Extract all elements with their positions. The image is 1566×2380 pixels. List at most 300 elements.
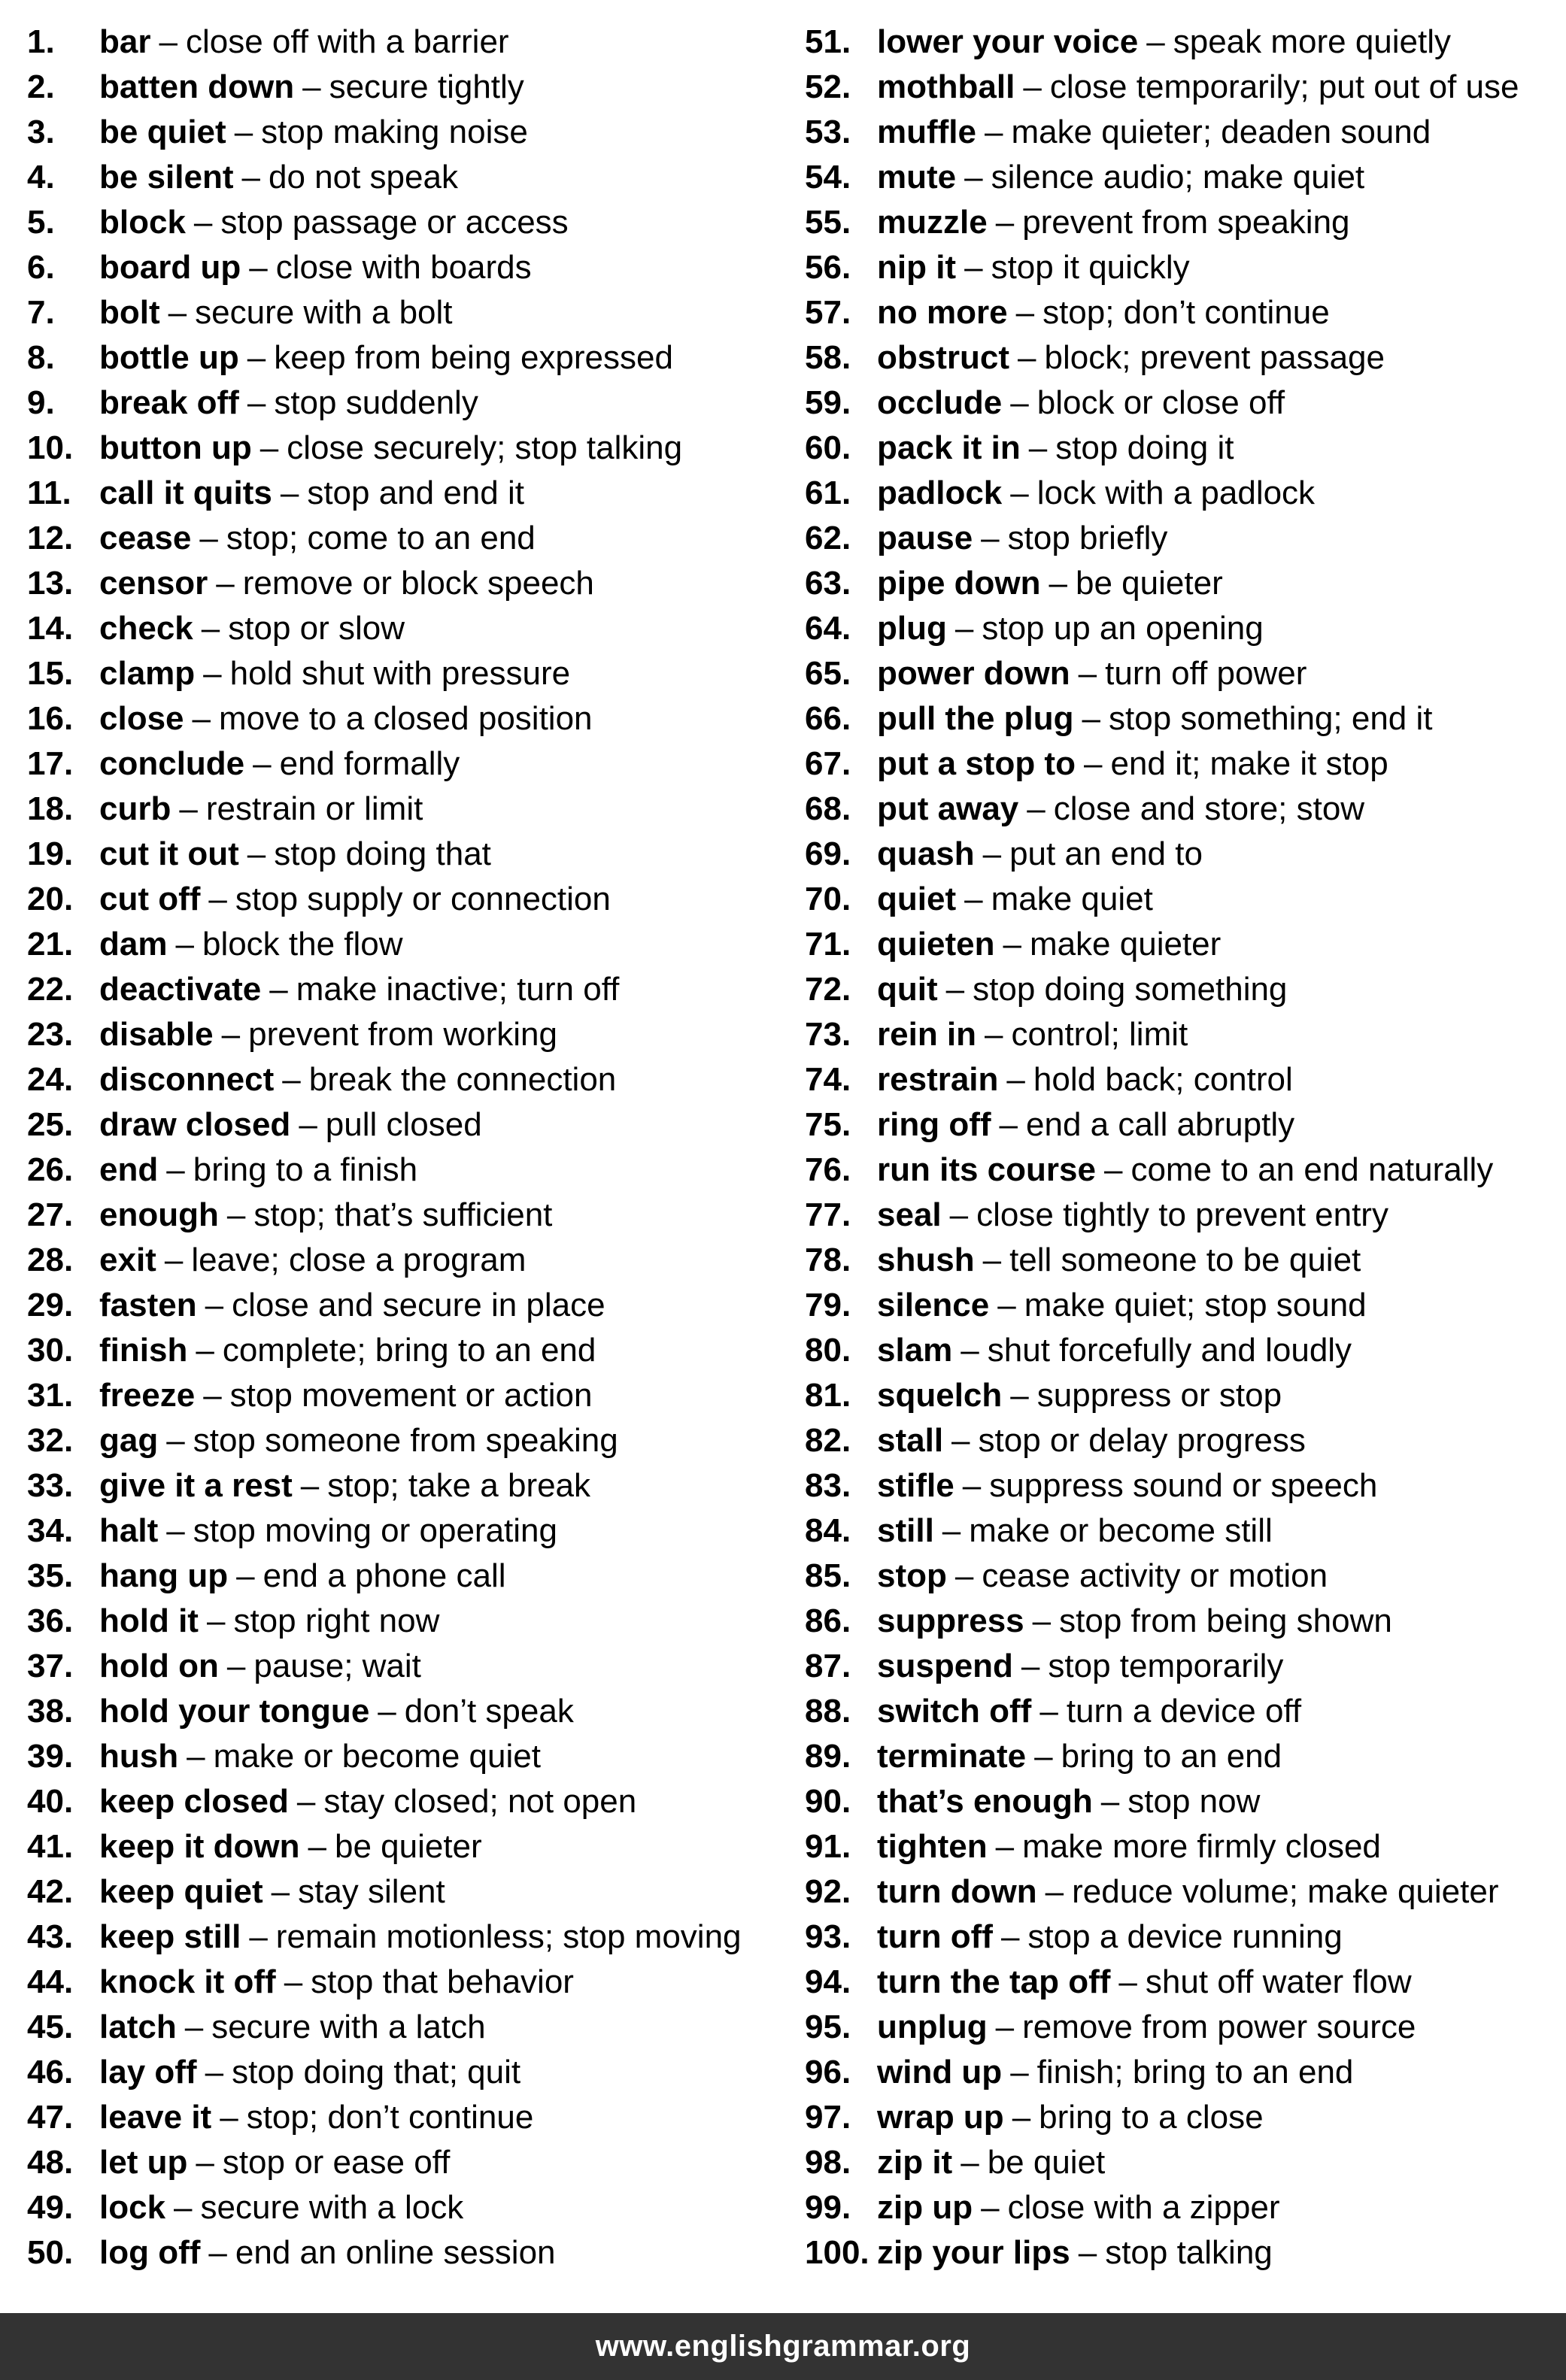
item-definition: make quiet bbox=[991, 881, 1153, 917]
list-item bbox=[805, 1915, 1566, 1960]
item-term: bar bbox=[99, 23, 151, 60]
item-definition: stop temporarily bbox=[1048, 1648, 1284, 1684]
list-item bbox=[27, 922, 779, 967]
list-item bbox=[805, 245, 1566, 290]
item-separator: – bbox=[1100, 1783, 1120, 1820]
item-term: dam bbox=[99, 926, 168, 963]
item-term: switch off bbox=[877, 1693, 1032, 1730]
item-definition: bring to an end bbox=[1061, 1738, 1282, 1775]
item-term: silence bbox=[877, 1287, 990, 1323]
item-definition: leave; close a program bbox=[191, 1242, 527, 1278]
item-number: 24. bbox=[27, 1061, 74, 1098]
list-item bbox=[805, 1418, 1566, 1463]
item-separator: – bbox=[982, 835, 1002, 872]
item-number: 29. bbox=[27, 1287, 74, 1323]
item-definition: be quieter bbox=[334, 1828, 482, 1865]
list-item bbox=[27, 426, 779, 471]
item-separator: – bbox=[205, 1287, 224, 1323]
item-definition: stop and end it bbox=[307, 474, 524, 511]
item-separator: – bbox=[964, 159, 983, 196]
item-number: 78. bbox=[805, 1242, 851, 1278]
item-term: block bbox=[99, 204, 186, 241]
item-term: lower your voice bbox=[877, 23, 1139, 60]
item-separator: – bbox=[247, 835, 266, 872]
item-separator: – bbox=[168, 294, 187, 331]
item-term: conclude bbox=[99, 745, 245, 782]
item-definition: make or become quiet bbox=[213, 1738, 541, 1775]
item-number: 22. bbox=[27, 971, 74, 1008]
item-definition: bring to a finish bbox=[193, 1151, 418, 1188]
item-number: 28. bbox=[27, 1242, 74, 1278]
item-number: 16. bbox=[27, 700, 74, 737]
item-definition: stay silent bbox=[298, 1873, 445, 1910]
item-definition: close and secure in place bbox=[232, 1287, 605, 1323]
item-definition: pull closed bbox=[325, 1106, 482, 1143]
item-term: close bbox=[99, 700, 184, 737]
item-number: 71. bbox=[805, 926, 851, 963]
item-separator: – bbox=[249, 249, 268, 286]
item-number: 38. bbox=[27, 1693, 74, 1730]
list-item bbox=[27, 516, 779, 561]
item-separator: – bbox=[1103, 1151, 1123, 1188]
item-separator: – bbox=[1028, 429, 1048, 466]
item-term: end bbox=[99, 1151, 159, 1188]
item-separator: – bbox=[166, 1422, 185, 1459]
item-term: run its course bbox=[877, 1151, 1096, 1188]
item-number: 25. bbox=[27, 1106, 74, 1143]
item-separator: – bbox=[296, 1783, 316, 1820]
item-number: 23. bbox=[27, 1016, 74, 1053]
item-number: 17. bbox=[27, 745, 74, 782]
item-number: 81. bbox=[805, 1377, 851, 1414]
item-definition: come to an end naturally bbox=[1130, 1151, 1494, 1188]
list-item bbox=[805, 2095, 1566, 2140]
item-term: rein in bbox=[877, 1016, 977, 1053]
item-term: squelch bbox=[877, 1377, 1003, 1414]
item-term: curb bbox=[99, 790, 171, 827]
item-separator: – bbox=[175, 926, 194, 963]
item-separator: – bbox=[1032, 1602, 1052, 1639]
list-item bbox=[805, 1328, 1566, 1373]
item-separator: – bbox=[1018, 339, 1036, 376]
item-separator: – bbox=[193, 204, 213, 241]
item-term: bolt bbox=[99, 294, 160, 331]
item-term: keep it down bbox=[99, 1828, 300, 1865]
item-separator: – bbox=[995, 204, 1015, 241]
item-number: 68. bbox=[805, 790, 851, 827]
footer-bar bbox=[0, 2313, 1566, 2380]
item-number: 98. bbox=[805, 2144, 851, 2181]
item-term: padlock bbox=[877, 474, 1003, 511]
list-item bbox=[805, 1960, 1566, 2005]
item-definition: close tightly to prevent entry bbox=[976, 1196, 1388, 1233]
list-item bbox=[27, 832, 779, 877]
item-separator: – bbox=[951, 1422, 970, 1459]
item-term: button up bbox=[99, 429, 252, 466]
item-number: 45. bbox=[27, 2009, 74, 2045]
item-number: 59. bbox=[805, 384, 851, 421]
item-separator: – bbox=[196, 2144, 214, 2181]
item-definition: close with a zipper bbox=[1007, 2189, 1280, 2226]
item-number: 1. bbox=[27, 23, 55, 60]
item-separator: – bbox=[1045, 1873, 1064, 1910]
item-number: 79. bbox=[805, 1287, 851, 1323]
item-number: 97. bbox=[805, 2099, 851, 2136]
item-separator: – bbox=[216, 565, 235, 602]
item-number: 43. bbox=[27, 1918, 74, 1955]
item-number: 61. bbox=[805, 474, 851, 511]
item-term: restrain bbox=[877, 1061, 999, 1098]
item-separator: – bbox=[982, 1242, 1002, 1278]
item-term: slam bbox=[877, 1332, 953, 1369]
item-definition: stop or slow bbox=[228, 610, 405, 647]
item-term: be quiet bbox=[99, 114, 226, 150]
item-number: 55. bbox=[805, 204, 851, 241]
list-item bbox=[805, 380, 1566, 426]
item-separator: – bbox=[1078, 2234, 1097, 2271]
item-term: quiet bbox=[877, 881, 957, 917]
item-definition: secure tightly bbox=[329, 68, 524, 105]
item-number: 46. bbox=[27, 2054, 74, 2090]
item-term: put away bbox=[877, 790, 1019, 827]
item-definition: stop movement or action bbox=[229, 1377, 593, 1414]
list-item bbox=[27, 380, 779, 426]
item-definition: don’t speak bbox=[404, 1693, 574, 1730]
item-number: 20. bbox=[27, 881, 74, 917]
list-item bbox=[805, 1238, 1566, 1283]
list-item bbox=[805, 2050, 1566, 2095]
list-item bbox=[27, 155, 779, 200]
item-term: still bbox=[877, 1512, 934, 1549]
list-item bbox=[27, 561, 779, 606]
item-number: 6. bbox=[27, 249, 55, 286]
item-term: plug bbox=[877, 610, 947, 647]
item-number: 87. bbox=[805, 1648, 851, 1684]
item-term: censor bbox=[99, 565, 208, 602]
item-term: wind up bbox=[877, 2054, 1003, 2090]
item-separator: – bbox=[174, 2189, 193, 2226]
item-separator: – bbox=[203, 1377, 222, 1414]
item-definition: make quieter bbox=[1029, 926, 1222, 963]
item-number: 49. bbox=[27, 2189, 74, 2226]
item-term: disable bbox=[99, 1016, 214, 1053]
item-number: 36. bbox=[27, 1602, 74, 1639]
list-item bbox=[805, 290, 1566, 335]
item-term: lay off bbox=[99, 2054, 197, 2090]
item-definition: secure with a bolt bbox=[195, 294, 453, 331]
item-separator: – bbox=[299, 1106, 317, 1143]
item-term: hold on bbox=[99, 1648, 219, 1684]
item-term: finish bbox=[99, 1332, 188, 1369]
item-term: pull the plug bbox=[877, 700, 1074, 737]
item-separator: – bbox=[945, 971, 965, 1008]
item-term: bottle up bbox=[99, 339, 239, 376]
item-number: 33. bbox=[27, 1467, 74, 1504]
item-number: 42. bbox=[27, 1873, 74, 1910]
item-term: no more bbox=[877, 294, 1008, 331]
item-number: 99. bbox=[805, 2189, 851, 2226]
item-separator: – bbox=[187, 1738, 205, 1775]
word-list-column-right bbox=[805, 20, 1566, 2275]
item-number: 39. bbox=[27, 1738, 74, 1775]
item-number: 12. bbox=[27, 520, 74, 556]
item-number: 52. bbox=[805, 68, 851, 105]
item-term: zip up bbox=[877, 2189, 973, 2226]
item-number: 80. bbox=[805, 1332, 851, 1369]
item-definition: stop making noise bbox=[261, 114, 528, 150]
item-term: cease bbox=[99, 520, 192, 556]
item-term: turn off bbox=[877, 1918, 993, 1955]
item-definition: remove from power source bbox=[1022, 2009, 1416, 2045]
list-item bbox=[805, 651, 1566, 696]
item-separator: – bbox=[159, 23, 178, 60]
list-item bbox=[805, 200, 1566, 245]
item-number: 75. bbox=[805, 1106, 851, 1143]
item-number: 47. bbox=[27, 2099, 74, 2136]
item-term: lock bbox=[99, 2189, 166, 2226]
list-item bbox=[27, 110, 779, 155]
item-separator: – bbox=[1082, 700, 1100, 737]
item-definition: do not speak bbox=[268, 159, 458, 196]
item-term: shush bbox=[877, 1242, 975, 1278]
list-item bbox=[805, 1734, 1566, 1779]
item-definition: keep from being expressed bbox=[274, 339, 673, 376]
list-item bbox=[27, 2050, 779, 2095]
item-separator: – bbox=[964, 249, 983, 286]
item-term: keep closed bbox=[99, 1783, 289, 1820]
item-separator: – bbox=[949, 1196, 969, 1233]
website-url: www.englishgrammar.org bbox=[595, 2330, 971, 2363]
item-number: 35. bbox=[27, 1557, 74, 1594]
item-term: leave it bbox=[99, 2099, 212, 2136]
item-definition: control; limit bbox=[1011, 1016, 1188, 1053]
list-item bbox=[805, 1824, 1566, 1869]
item-number: 7. bbox=[27, 294, 55, 331]
item-number: 63. bbox=[805, 565, 851, 602]
item-definition: put an end to bbox=[1009, 835, 1203, 872]
item-definition: stop someone from speaking bbox=[193, 1422, 618, 1459]
item-term: hold it bbox=[99, 1602, 199, 1639]
item-number: 66. bbox=[805, 700, 851, 737]
item-definition: stop; come to an end bbox=[226, 520, 536, 556]
item-definition: stop passage or access bbox=[220, 204, 569, 241]
item-definition: turn a device off bbox=[1066, 1693, 1302, 1730]
item-definition: stop something; end it bbox=[1109, 700, 1433, 737]
item-separator: – bbox=[1003, 926, 1021, 963]
item-definition: restrain or limit bbox=[205, 790, 423, 827]
item-separator: – bbox=[962, 1467, 982, 1504]
list-item bbox=[805, 2185, 1566, 2230]
item-separator: – bbox=[1010, 384, 1029, 421]
item-term: log off bbox=[99, 2234, 201, 2271]
item-term: quieten bbox=[877, 926, 995, 963]
item-term: deactivate bbox=[99, 971, 262, 1008]
item-term: stop bbox=[877, 1557, 947, 1594]
list-item bbox=[27, 2140, 779, 2185]
item-term: hang up bbox=[99, 1557, 229, 1594]
list-item bbox=[27, 471, 779, 516]
list-item bbox=[27, 1373, 779, 1418]
item-term: pipe down bbox=[877, 565, 1041, 602]
item-definition: stop moving or operating bbox=[193, 1512, 557, 1549]
item-separator: – bbox=[985, 1016, 1003, 1053]
list-item bbox=[805, 471, 1566, 516]
item-number: 14. bbox=[27, 610, 74, 647]
list-item bbox=[805, 1012, 1566, 1057]
list-item bbox=[805, 1689, 1566, 1734]
item-term: be silent bbox=[99, 159, 234, 196]
list-item bbox=[805, 606, 1566, 651]
list-item bbox=[27, 200, 779, 245]
item-number: 86. bbox=[805, 1602, 851, 1639]
item-definition: end an online session bbox=[235, 2234, 556, 2271]
item-definition: complete; bring to an end bbox=[222, 1332, 596, 1369]
item-term: exit bbox=[99, 1242, 156, 1278]
item-definition: close with boards bbox=[275, 249, 532, 286]
list-item bbox=[805, 2230, 1566, 2275]
item-number: 32. bbox=[27, 1422, 74, 1459]
item-definition: end it; make it stop bbox=[1110, 745, 1388, 782]
item-separator: – bbox=[1146, 23, 1165, 60]
list-item bbox=[27, 606, 779, 651]
item-number: 40. bbox=[27, 1783, 74, 1820]
item-separator: – bbox=[308, 1828, 326, 1865]
item-number: 93. bbox=[805, 1918, 851, 1955]
item-separator: – bbox=[961, 2144, 979, 2181]
item-definition: make quiet; stop sound bbox=[1024, 1287, 1367, 1323]
list-item bbox=[27, 1238, 779, 1283]
item-separator: – bbox=[269, 971, 288, 1008]
item-separator: – bbox=[1006, 1061, 1025, 1098]
item-definition: stop; that’s sufficient bbox=[253, 1196, 553, 1233]
item-definition: stop it quickly bbox=[991, 249, 1190, 286]
item-separator: – bbox=[184, 2009, 204, 2045]
item-definition: stop doing that; quit bbox=[232, 2054, 521, 2090]
item-definition: prevent from speaking bbox=[1022, 204, 1350, 241]
item-term: batten down bbox=[99, 68, 295, 105]
item-term: that’s enough bbox=[877, 1783, 1093, 1820]
item-definition: lock with a padlock bbox=[1036, 474, 1316, 511]
list-item bbox=[27, 1102, 779, 1148]
list-item bbox=[805, 922, 1566, 967]
item-separator: – bbox=[1010, 2054, 1029, 2090]
item-definition: make more firmly closed bbox=[1022, 1828, 1381, 1865]
item-definition: shut off water flow bbox=[1145, 1963, 1412, 2000]
item-definition: move to a closed position bbox=[219, 700, 593, 737]
item-number: 96. bbox=[805, 2054, 851, 2090]
item-term: nip it bbox=[877, 249, 957, 286]
list-item bbox=[805, 741, 1566, 787]
item-number: 73. bbox=[805, 1016, 851, 1053]
item-definition: be quieter bbox=[1076, 565, 1223, 602]
item-term: draw closed bbox=[99, 1106, 291, 1143]
item-term: hush bbox=[99, 1738, 179, 1775]
item-separator: – bbox=[961, 1332, 979, 1369]
item-number: 77. bbox=[805, 1196, 851, 1233]
item-term: pack it in bbox=[877, 429, 1021, 466]
list-item bbox=[805, 1373, 1566, 1418]
item-separator: – bbox=[179, 790, 198, 827]
item-separator: – bbox=[954, 610, 974, 647]
list-item bbox=[805, 877, 1566, 922]
item-number: 4. bbox=[27, 159, 55, 196]
list-item bbox=[27, 1960, 779, 2005]
list-item bbox=[805, 1644, 1566, 1689]
list-item bbox=[805, 335, 1566, 380]
item-separator: – bbox=[985, 114, 1003, 150]
item-definition: stop a device running bbox=[1027, 1918, 1343, 1955]
item-separator: – bbox=[999, 1106, 1018, 1143]
item-number: 83. bbox=[805, 1467, 851, 1504]
list-item bbox=[27, 1644, 779, 1689]
item-separator: – bbox=[300, 1467, 320, 1504]
item-separator: – bbox=[995, 2009, 1015, 2045]
list-item bbox=[27, 1508, 779, 1554]
item-number: 89. bbox=[805, 1738, 851, 1775]
item-definition: block the flow bbox=[202, 926, 403, 963]
item-definition: close and store; stow bbox=[1053, 790, 1365, 827]
list-item bbox=[27, 245, 779, 290]
list-item bbox=[27, 65, 779, 110]
item-separator: – bbox=[1049, 565, 1068, 602]
list-item bbox=[27, 1824, 779, 1869]
item-definition: block; prevent passage bbox=[1044, 339, 1385, 376]
item-term: wrap up bbox=[877, 2099, 1004, 2136]
list-item bbox=[805, 1779, 1566, 1824]
list-item bbox=[805, 2140, 1566, 2185]
item-definition: suppress sound or speech bbox=[989, 1467, 1378, 1504]
item-number: 70. bbox=[805, 881, 851, 917]
item-definition: end a call abruptly bbox=[1026, 1106, 1295, 1143]
item-definition: stop supply or connection bbox=[235, 881, 611, 917]
list-item bbox=[27, 877, 779, 922]
item-definition: stop; don’t continue bbox=[246, 2099, 534, 2136]
item-definition: stop or delay progress bbox=[978, 1422, 1306, 1459]
item-definition: stop from being shown bbox=[1059, 1602, 1392, 1639]
list-item bbox=[27, 335, 779, 380]
item-separator: – bbox=[1000, 1918, 1020, 1955]
item-definition: make or become still bbox=[969, 1512, 1273, 1549]
list-item bbox=[27, 2230, 779, 2275]
item-number: 41. bbox=[27, 1828, 74, 1865]
item-term: break off bbox=[99, 384, 239, 421]
item-separator: – bbox=[1010, 1377, 1029, 1414]
item-definition: end a phone call bbox=[263, 1557, 506, 1594]
item-term: unplug bbox=[877, 2009, 988, 2045]
item-number: 64. bbox=[805, 610, 851, 647]
item-term: gag bbox=[99, 1422, 159, 1459]
item-separator: – bbox=[981, 520, 1000, 556]
list-item bbox=[805, 1463, 1566, 1508]
list-item bbox=[27, 696, 779, 741]
item-definition: pause; wait bbox=[253, 1648, 421, 1684]
item-number: 100. bbox=[805, 2234, 869, 2271]
word-list bbox=[0, 20, 1566, 2275]
list-item bbox=[805, 967, 1566, 1012]
item-number: 2. bbox=[27, 68, 55, 105]
item-term: keep quiet bbox=[99, 1873, 263, 1910]
item-term: hold your tongue bbox=[99, 1693, 370, 1730]
list-item bbox=[805, 561, 1566, 606]
item-term: power down bbox=[877, 655, 1070, 692]
list-item bbox=[805, 426, 1566, 471]
item-term: quash bbox=[877, 835, 975, 872]
item-number: 19. bbox=[27, 835, 74, 872]
list-item bbox=[27, 967, 779, 1012]
item-number: 54. bbox=[805, 159, 851, 196]
item-number: 44. bbox=[27, 1963, 74, 2000]
list-item bbox=[27, 651, 779, 696]
